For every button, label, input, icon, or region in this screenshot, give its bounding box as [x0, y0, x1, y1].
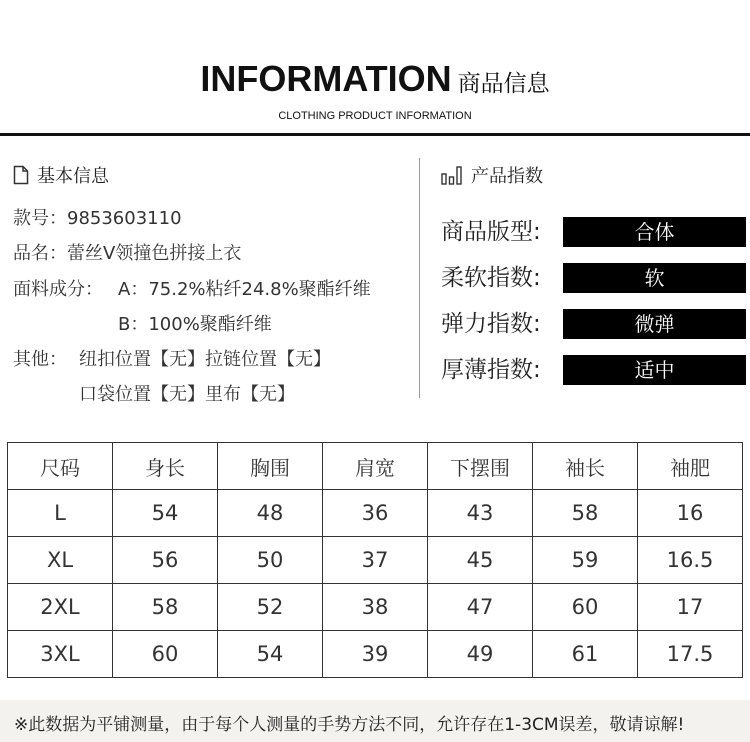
table-row	[8, 584, 743, 631]
fabric-label: 面料成分：	[13, 279, 103, 300]
header-divider	[0, 133, 750, 136]
column-header: 袖长	[533, 443, 638, 490]
basic-info-section	[13, 160, 413, 190]
table-cell: 58	[533, 490, 638, 537]
title-english: INFORMATION	[200, 58, 452, 99]
table-cell: 37	[323, 537, 428, 584]
table-cell: 61	[533, 631, 638, 678]
table-cell: 17	[638, 584, 743, 631]
index-row-fit	[441, 216, 746, 248]
table-row	[8, 631, 743, 678]
header	[0, 0, 750, 140]
table-cell: 36	[323, 490, 428, 537]
vertical-divider	[419, 158, 420, 398]
column-header: 下摆围	[428, 443, 533, 490]
title-row	[0, 58, 750, 100]
column-header: 袖肥	[638, 443, 743, 490]
product-name-label: 品名：	[13, 243, 67, 264]
table-cell: 50	[218, 537, 323, 584]
table-cell: 47	[428, 584, 533, 631]
product-index-title: 产品指数	[471, 166, 543, 187]
subtitle: CLOTHING PRODUCT INFORMATION	[278, 110, 472, 122]
basic-info-title: 基本信息	[37, 166, 109, 187]
footer-note-bar	[0, 700, 750, 742]
table-cell: 48	[218, 490, 323, 537]
table-cell: 54	[218, 631, 323, 678]
fabric-row	[13, 275, 103, 301]
table-cell: 2XL	[8, 584, 113, 631]
table-cell: 16	[638, 490, 743, 537]
index-row-elasticity	[441, 308, 746, 340]
product-name-value: 蕾丝V领撞色拼接上衣	[67, 243, 242, 264]
table-cell: 38	[323, 584, 428, 631]
other-row	[13, 345, 67, 371]
measurement-note: ※此数据为平铺测量，由于每个人测量的手势方法不同，允许存在1-3CM误差，敬请谅解!	[14, 715, 685, 735]
table-cell: 54	[113, 490, 218, 537]
size-table	[7, 442, 743, 678]
style-number-row	[13, 204, 182, 230]
other-label: 其他：	[13, 349, 67, 370]
other-line-1: 纽扣位置【无】拉链位置【无】	[79, 349, 331, 370]
table-cell: XL	[8, 537, 113, 584]
index-row-softness	[441, 262, 746, 294]
fabric-b: B：100%聚酯纤维	[118, 314, 272, 335]
document-icon	[13, 165, 29, 185]
table-cell: 43	[428, 490, 533, 537]
product-index-heading	[441, 160, 746, 190]
column-header: 身长	[113, 443, 218, 490]
table-header-row	[8, 443, 743, 490]
style-number-label: 款号：	[13, 208, 67, 229]
table-cell: 16.5	[638, 537, 743, 584]
product-name-row	[13, 239, 241, 265]
table-cell: 3XL	[8, 631, 113, 678]
product-index-section	[441, 160, 746, 190]
style-number-value: 9853603110	[67, 208, 182, 229]
index-value: 合体	[563, 217, 746, 247]
table-cell: 39	[323, 631, 428, 678]
table-cell: 60	[113, 631, 218, 678]
table-cell: 59	[533, 537, 638, 584]
index-row-thickness	[441, 354, 746, 386]
table-cell: 58	[113, 584, 218, 631]
table-cell: 52	[218, 584, 323, 631]
index-label: 弹力指数:	[441, 311, 541, 337]
index-value: 适中	[563, 355, 746, 385]
bar-chart-icon	[441, 165, 463, 185]
basic-info-heading	[13, 160, 413, 190]
column-header: 肩宽	[323, 443, 428, 490]
index-label: 厚薄指数:	[441, 357, 541, 383]
table-row	[8, 537, 743, 584]
index-value: 软	[563, 263, 746, 293]
table-cell: 56	[113, 537, 218, 584]
index-label: 商品版型:	[441, 219, 541, 245]
index-label: 柔软指数:	[441, 265, 541, 291]
table-row	[8, 490, 743, 537]
table-cell: 45	[428, 537, 533, 584]
fabric-a: A：75.2%粘纤24.8%聚酯纤维	[118, 279, 371, 300]
other-line-2: 口袋位置【无】里布【无】	[79, 384, 295, 405]
title-chinese: 商品信息	[457, 71, 550, 97]
column-header: 尺码	[8, 443, 113, 490]
column-header: 胸围	[218, 443, 323, 490]
table-cell: L	[8, 490, 113, 537]
table-cell: 17.5	[638, 631, 743, 678]
table-cell: 49	[428, 631, 533, 678]
table-cell: 60	[533, 584, 638, 631]
index-value: 微弹	[563, 309, 746, 339]
